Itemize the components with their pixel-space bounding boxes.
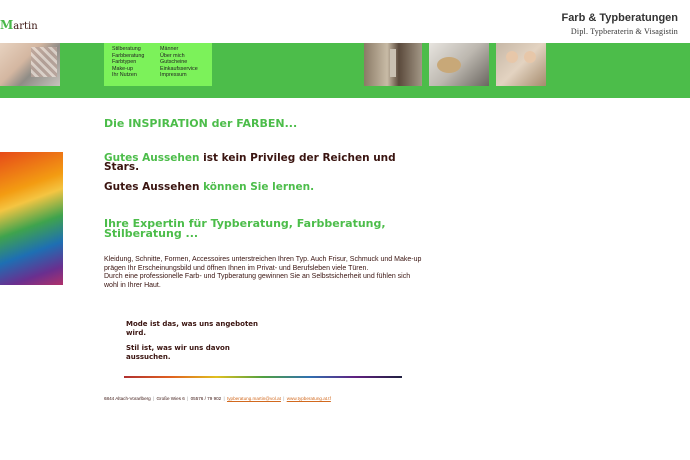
footer-street: Große Wies 6 <box>156 396 185 401</box>
color-swatch-grid <box>31 47 57 77</box>
person-head <box>524 51 536 63</box>
footer-email-link[interactable]: typberatung.martin@vol.at <box>226 396 281 401</box>
good1-green: Gutes Aussehen <box>104 152 200 164</box>
body-paragraph-2: Durch eine professionelle Farb- und Typberatung gewinnen Sie an Selbstsicherheit und fühlen sich wohl in Ihrer Haut. <box>104 273 411 289</box>
footer-phone: 05576 / 79 902 <box>190 396 222 401</box>
body-paragraph-1: Kleidung, Schnitte, Formen, Accessoires unterstreichen Ihren Typ. Auch Frisur, Schmuck und Make-up prägen Ihr Erscheinungsbild und öffnen Ihnen im Privat- und Berufsleben viele Türen. <box>104 256 422 272</box>
good2-dark: Gutes Aussehen <box>104 181 200 193</box>
menu-item-impressum[interactable]: Impressum <box>160 72 187 78</box>
footer-website-link[interactable]: www.typberatung.at.tf <box>286 396 331 401</box>
person-head <box>506 51 518 63</box>
menu-column-1 <box>112 46 144 79</box>
menu-item-farbtypen[interactable]: Farbtypen <box>112 59 137 65</box>
header-bar <box>0 43 690 98</box>
menu-item-einkaufsservice[interactable]: Einkaufsservice <box>160 65 198 72</box>
brand-title: Farb & Typberatungen <box>561 12 678 24</box>
expert-heading: Ihre Expertin für Typberatung, Farbberatung, Stilberatung ... <box>104 217 386 240</box>
hat-shape <box>437 57 461 73</box>
menu-item-ueber-mich[interactable]: Über mich <box>160 52 185 59</box>
suit-photo <box>364 43 422 86</box>
footer-address: 6844 Altach-Vorarlberg <box>104 396 151 401</box>
logo[interactable] <box>0 18 38 32</box>
menu-item-stilberatung[interactable]: Stilberatung <box>112 46 141 52</box>
couple-photo <box>496 43 546 86</box>
tie-shape <box>390 49 396 77</box>
menu-item-farbberatung[interactable]: Farbberatung <box>112 52 145 59</box>
good1-rest: ist kein Privileg der Reichen und Stars. <box>104 152 396 173</box>
silk-fabric-image <box>0 152 63 285</box>
main-menu <box>104 43 212 86</box>
menu-column-2 <box>160 46 198 79</box>
brand-subtitle: Dipl. Typberaterin & Visagistin <box>570 27 678 36</box>
quote-2: Stil ist, was wir uns davon aussuchen. <box>126 344 230 361</box>
menu-item-make-up[interactable]: Make-up <box>112 65 133 72</box>
body-text <box>104 256 424 290</box>
good-looks-heading-1 <box>104 154 404 172</box>
good-looks-heading-2 <box>104 181 314 193</box>
accessories-photo <box>429 43 489 86</box>
menu-item-maenner[interactable]: Männer <box>160 46 179 52</box>
inspiration-heading: Die INSPIRATION der FARBEN... <box>104 117 298 130</box>
quote-1: Mode ist das, was uns angeboten wird. <box>126 320 259 337</box>
logo-letter: M <box>0 18 14 32</box>
rainbow-divider <box>124 376 402 378</box>
face-photo <box>0 43 60 86</box>
logo-text: artin <box>13 21 38 32</box>
footer: 6844 Altach-Vorarlberg | Große Wies 6 | 05576 / 79 902 | typberatung.martin@vol.at | www.typberatung.at.tf <box>104 396 331 401</box>
good2-green: können Sie lernen. <box>199 181 315 193</box>
menu-item-gutscheine[interactable]: Gutscheine <box>160 59 188 65</box>
menu-item-ihr-nutzen[interactable]: Ihr Nutzen <box>112 72 137 78</box>
